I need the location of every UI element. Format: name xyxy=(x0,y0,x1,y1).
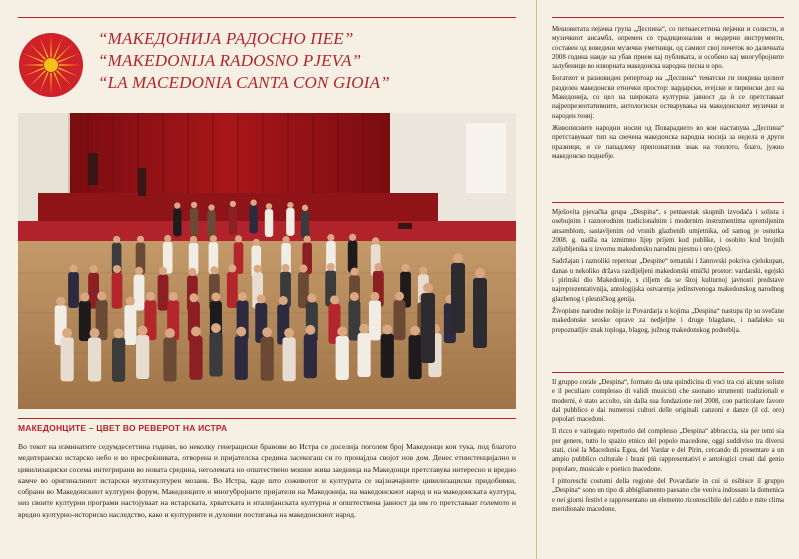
title-croatian: “MAKEDONIJA RADOSNO PJEVA” xyxy=(98,51,362,70)
section-heading: МАКЕДОНЦИТЕ – ЦВЕТ ВО РЕВЕРОТ НА ИСТРА xyxy=(18,423,228,433)
choir-member-head xyxy=(359,324,369,334)
choir-member-head xyxy=(305,325,315,335)
choir-member-head xyxy=(113,236,120,243)
choir-member-head xyxy=(114,328,124,338)
choir-member xyxy=(358,333,371,377)
choir-member-head xyxy=(90,265,98,273)
choir-member-head xyxy=(370,292,379,301)
choir-member-head xyxy=(330,295,339,304)
choir-member-head xyxy=(401,264,409,272)
choir-member-head xyxy=(80,293,89,302)
choir-member-head xyxy=(228,264,236,272)
choir-member xyxy=(261,337,274,381)
choir-member xyxy=(209,332,222,376)
choir-member-head xyxy=(372,237,379,244)
choir-member-head xyxy=(266,203,272,209)
choir-member-head xyxy=(210,235,217,242)
choir-member-head xyxy=(208,204,214,210)
choir-member-head xyxy=(304,236,311,243)
choir-member-head xyxy=(382,325,392,335)
choir-member-head xyxy=(302,205,308,211)
choir-member-head xyxy=(164,235,171,242)
choir-member xyxy=(189,336,202,380)
choir-member xyxy=(88,337,101,381)
choir-member-head xyxy=(146,292,155,301)
choir-member xyxy=(79,301,91,341)
choir-member-head xyxy=(281,264,289,272)
choir-member xyxy=(134,274,145,310)
choir-member-head xyxy=(235,235,242,242)
choir-member-head xyxy=(113,265,121,273)
paragraph-hr-1: Mješovita pjevačka grupa „Despina“, s petnaestak skupnih izvođača i solista i osebujnim i raznorodnim tradicionalnim i modernim instrumentima opremljenim ansamblom, sastavljenim od vrsnih glazbenih umjetnika, od samog je osnutka 2008. g. naišla na izmimno lijep prijem kod publike, i osobito kod brojnih zaljubljenika u izvornu makedonsku narodnu pjesmu i oro (ples). xyxy=(552,209,784,254)
choir-member-head xyxy=(262,327,272,337)
choir-member xyxy=(158,275,169,311)
choir-member xyxy=(124,305,136,345)
choir-member xyxy=(265,209,273,237)
choir-member xyxy=(381,334,394,378)
paragraph-it-2: Il ricco e variegato repertorio del complesso „Despina“ abbraccia, sia per temi sia per genere, tutto lo spazio etnico del popolo macedone, oggi suddiviso tra diversi stati, cioè la Macedonia Egea, del Vardar e del Pirin, cercando di presentare a un ampio pubblico culturale i brani più rappresentativi e antologici creati dal genio popolare, musicale e poetico macedone. xyxy=(552,428,784,473)
choir-member xyxy=(348,241,358,273)
title-italian: “LA MACEDONIA CANTA CON GIOIA” xyxy=(98,73,390,92)
page-fold-divider xyxy=(536,0,537,559)
choir-member-head xyxy=(350,268,358,276)
choir-member xyxy=(173,208,181,236)
standing-person xyxy=(421,293,435,363)
title-macedonian: “МАКЕДОНИЈА РАДОСНО ПЕЕ” xyxy=(98,29,354,48)
choir-member-head xyxy=(282,236,289,243)
choir-member-head xyxy=(307,294,316,303)
standing-person xyxy=(451,263,465,333)
choir-member-head xyxy=(299,265,307,273)
choir-member-head xyxy=(97,292,106,301)
choir-member-head xyxy=(211,323,221,333)
choir-member-head xyxy=(56,297,65,306)
top-rule-right xyxy=(552,17,784,18)
section-rule xyxy=(18,418,516,419)
standing-person-head xyxy=(475,268,485,278)
choir-member xyxy=(283,337,296,381)
choir-member-head xyxy=(191,202,197,208)
top-rule-left xyxy=(18,17,516,18)
choir-member xyxy=(235,336,248,380)
paragraph-it-1: Il gruppo corale „Despina“, formato da una quindicina di voci tra cui alcune soliste e il peculiare complesso di validi musicisti che suonano strumenti tradizionali e moderni, è stato accolto, sin dalla sua fondazione nel 2008, con particolare favore dal pubblico e dai numerosi cultori delle originali canzoni e danze (il cd. oro) popolari macedoni. xyxy=(552,379,784,424)
vergina-sun-logo-icon xyxy=(18,32,84,98)
choir-group-photo xyxy=(18,113,516,409)
paragraph-hr-2: Sadržajan i raznoliki repertoar „Despine“ tematski i žanrovski pokriva cjelokupan, danas u nekoliko država razdijeljeni makedonski etnički prostor: vardarski, egejski i pirinski dio Makedonije, s ciljem da se široj kulturnoj javnosti predstave najreprezentativnija, antologijska ostvarenja jedinstvenoga makedonskog narodnog glazbenog i plesničkog genija. xyxy=(552,258,784,303)
choir-member-head xyxy=(90,328,100,338)
choir-member-head xyxy=(374,263,382,271)
choir-member-head xyxy=(337,327,347,337)
choir-member-head xyxy=(188,268,196,276)
paragraph-it-3: I pittoreschi costumi della regione del Povardarie in cui si esibisce il gruppo „Despina“ sono un tipo di abbigliamento paesano che veniva indossato la domenica e nei giorni festivi e rappresentano un elemento riconoscibile del caldo e mite clima meridionale macedone. xyxy=(552,477,784,513)
choir-member-head xyxy=(287,202,293,208)
rule-hr-it xyxy=(552,372,784,373)
choir-member-head xyxy=(169,292,178,301)
choir-member xyxy=(229,207,237,235)
choir-member xyxy=(227,272,238,308)
choir-member-head xyxy=(138,326,148,336)
choir-member-head xyxy=(62,328,72,338)
choir-member-head xyxy=(349,234,356,241)
right-column-italian xyxy=(552,378,784,517)
choir-member-head xyxy=(253,239,260,246)
choir-member-head xyxy=(236,327,246,337)
choir-member-head xyxy=(254,265,262,273)
choir-member xyxy=(61,337,74,381)
choir-member xyxy=(336,336,349,380)
choir-member xyxy=(207,210,215,238)
choir-member-head xyxy=(174,202,180,208)
choir-member xyxy=(112,338,125,382)
choir-member-head xyxy=(210,266,218,274)
choir-member-head xyxy=(190,236,197,243)
choir-member-head xyxy=(350,292,359,301)
choir-member xyxy=(112,273,123,309)
choir-member xyxy=(190,208,198,236)
choir-member-head xyxy=(410,326,420,336)
rule-mk-hr xyxy=(552,202,784,203)
choir-member xyxy=(304,334,317,378)
choir-member-head xyxy=(135,267,143,275)
choir-member-head xyxy=(327,234,334,241)
choir-member-head xyxy=(126,297,135,306)
choir-member-head xyxy=(69,264,77,272)
right-column-macedonian xyxy=(552,25,784,164)
paragraph-mk-1: Мешовитата пејачка група „Деспина“, со петнаесеттина пејачки и солисти, и музичкиот ансамбл, опремен со традиционални и модерни инструменти, составен од воведени музички уметници, од самиот свој почеток во далечната 2008 година наиде на убав прием кај публиката, и особено кај многубројните залубеници во изворната македонска народна песна и оро. xyxy=(552,26,784,71)
choir-member-head xyxy=(191,326,201,336)
standing-person-head xyxy=(453,253,463,263)
choir-member xyxy=(393,300,405,340)
choir-member-head xyxy=(284,328,294,338)
choir-member-head xyxy=(238,292,247,301)
choir-member-head xyxy=(165,328,175,338)
paragraph-hr-3: Živopisne narodne nošnje iz Povardarja u kojima „Despina“ nastupa tip su svečane makedonske seoske oprave za nedjeljne i druge blagdane, i nadaleko su prepoznatljiv znak toploga, blagog, južnog makedonskog podneblja. xyxy=(552,307,784,334)
standing-person-head xyxy=(423,283,433,293)
choir-member-head xyxy=(279,296,288,305)
choir-member-head xyxy=(211,292,220,301)
choir-member-head xyxy=(159,267,167,275)
choir-member-head xyxy=(137,236,144,243)
choir-member xyxy=(369,300,381,340)
choir-member-head xyxy=(250,200,256,206)
choir-member-head xyxy=(327,263,335,271)
choir-member xyxy=(286,208,294,236)
title-block xyxy=(98,28,518,94)
standing-person xyxy=(473,278,487,348)
choir-member-head xyxy=(419,267,427,275)
choir-member xyxy=(249,205,257,233)
choir-member-head xyxy=(189,293,198,302)
choir-member-head xyxy=(257,294,266,303)
right-column-croatian xyxy=(552,208,784,338)
section-body-text: Во текот на изминатите седумдесеттина години, во неколку генерациски бранови во Истра се доселија поголем број Македонци кои тука, под благото медитеранско истарско небо и во пресреќнивата, отворена и пријателска средина засекогаш си го пронајдоа својот нов дом. Денес етнистенцијално и цивилизациски сосема интегрирани во новата средина, неголемата но општествено мошне жива заедница на Македонци претставува интересно и вредно камче во оригиналниот истарски мултикултурен мозаик. Во Истра, каде што соживотот и културата се најзначајните цивилизациски придобивки, собрани во Македонскиот културен форум, Македонците и многубројните пријатели на Македонија, на македонскиот народ и на македонската култура, низ своите културни програми настојуваат на истарската, хрватската и италијанската културна и општествена јавност да им го претставаат големото и вредно културно-историско наследство, како и културните и духовни постигања на македонскиот народ. xyxy=(18,442,516,519)
choir-member-head xyxy=(395,292,404,301)
paragraph-mk-2: Богатиот и разновиден репертоар на „Деспина“ тематски ги покрива целиот разделен македонски етнички простор: вардарски, егејски и пирински дел на Македонија, со цел на широката културна јавност да ѝ се претставаат најрепрезентативните, антологиски остварувања на македонскиот музички и народен гениј. xyxy=(552,75,784,120)
choir-member-head xyxy=(230,201,236,207)
choir-member xyxy=(301,211,309,239)
choir-member xyxy=(409,335,422,379)
choir-member xyxy=(68,272,79,308)
choir-member xyxy=(136,335,149,379)
paragraph-mk-3: Живописните народни носии од Поварадието во кои настапува „Деспина“ претставуваат тип на свечена македонска народна носија за недела и други празници, и се пападлеку препознатлив знак на топлото, благо, јужно македонско поднебје. xyxy=(552,124,784,160)
choir-member xyxy=(163,337,176,381)
choir-member xyxy=(144,300,156,340)
